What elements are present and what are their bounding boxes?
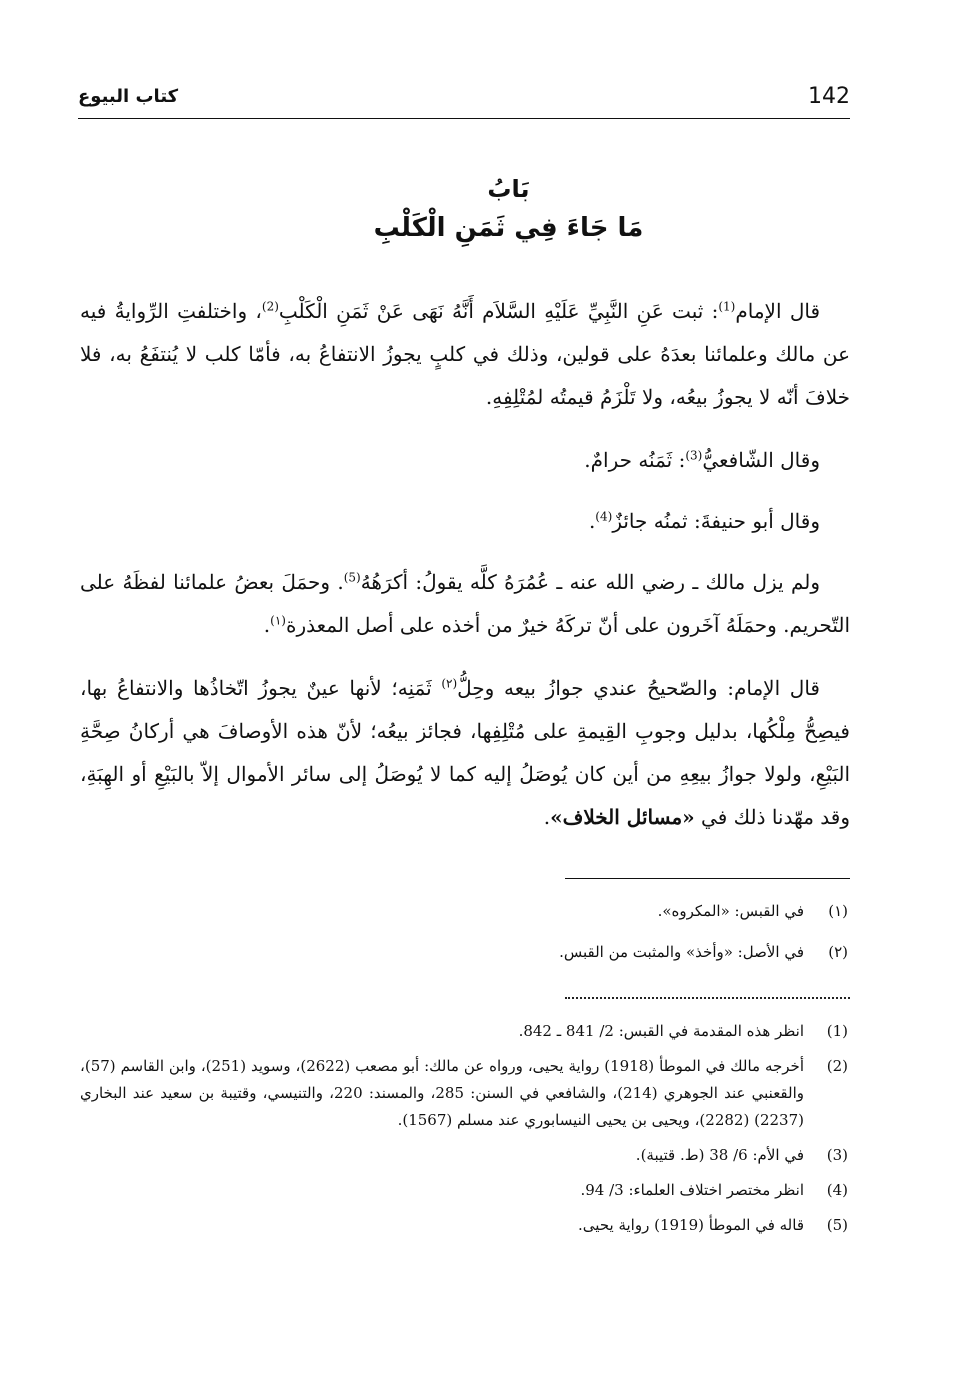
dotted-separator (565, 997, 850, 999)
editor-note (80, 939, 850, 966)
footnote-ref: (1) (718, 299, 736, 314)
running-header (78, 84, 850, 119)
text-run: . (543, 805, 551, 829)
bold-book-title: «مسائل الخلاف» (550, 805, 695, 829)
chapter-title: مَا جَاءَ فِي ثَمَنِ الْكَلْبِ (373, 213, 644, 243)
note-number: (4) (826, 1181, 848, 1199)
footnote-separator (565, 878, 850, 879)
chapter-label: بَابُ (487, 175, 530, 203)
footnote-ref: (5) (343, 570, 361, 585)
paragraph-2 (80, 439, 850, 482)
running-book-title: كتاب البيوع (78, 86, 179, 107)
text-run: . (263, 613, 271, 637)
text-run: ولم يزل مالك ـ رضي الله عنه ـ عُمُرَهُ كلَّه يقولُ: أكرَهُهُ (360, 570, 821, 594)
note-number: (5) (826, 1216, 848, 1234)
note-number: (1) (826, 1022, 848, 1040)
paragraph-4 (80, 561, 850, 647)
note-number: (3) (826, 1146, 848, 1164)
text-run: قال الإمام (735, 299, 820, 323)
body-text (80, 290, 850, 859)
text-run: وقال أبو حنيفةَ: ثمنُه جائزٌ (612, 509, 820, 533)
note-text: انظر هذه المقدمة في القبس: 2/ 841 ـ 842. (518, 1022, 804, 1040)
note-text: في الأصل: «وأخذ» والمثبت من القبس. (559, 943, 804, 961)
chapter-heading (0, 170, 957, 248)
note-number: (٢) (828, 943, 848, 961)
text-run: : ثَمَنُه حرامٌ. (584, 448, 686, 472)
footnote (80, 1177, 850, 1204)
footnote-ref: (2) (261, 299, 279, 314)
note-text: قاله في الموطأ (1919) رواية يحيى. (578, 1216, 804, 1234)
text-run: . (588, 509, 596, 533)
footnotes (80, 1018, 850, 1247)
text-run: وقال الشّافعيُّ (702, 448, 820, 472)
text-run: ، واختلفتِ الرِّوايةُ فيه عن مالك وعلمائنا بعدَهُ على قولين، وذلك في كلبٍ يجوزُ الانتفاعُ به، فأمّا كلب لا يُنتفَعُ به، فلا خلافَ أنّه لا يجوزُ بيعُه، ولا تَلْزَمُ قيمتُه لمُتْلِفِهِ. (80, 299, 850, 409)
note-text: في القبس: «المكروه». (657, 902, 804, 920)
footnote (80, 1142, 850, 1169)
editor-notes (80, 898, 850, 980)
note-text: في الأم: 6/ 38 (ط. قتيبة). (635, 1146, 804, 1164)
editor-note-ref: (١) (270, 613, 286, 628)
editor-note-ref: (٢) (441, 676, 458, 691)
text-run: . وحمَلَ بعضُ علمائنا لفظَهُ على التّحريم. وحمَلَهُ آخَرون على أنّ تركَهُ خيرٌ من أخذه على أصل المعذرة (80, 570, 850, 637)
text-run: : ثبت عَنِ النَّبِيِّ عَلَيْهِ السَّلاَم أَنَّهُ نَهَى عَنْ ثَمَنِ الْكَلْبِ (278, 299, 719, 323)
paragraph-1 (80, 290, 850, 419)
footnote-ref: (4) (595, 509, 613, 524)
text-run: ثَمَنِه؛ لأنها عينٌ يجوزُ اتّخاذُها والانتفاعُ بها، فيصِحُّ مِلْكُها، بدليل وجوبِ القِيمةِ على مُتْلِفِها، فجائز بيعُه؛ لأنّ هذه الأوصافَ هي أركانُ صِحَّةِ البَيْعِ، ولولا جوازُ بيعِهِ من أين كان يُوصَلُ إليه كما لا يُوصَلُ إلى سائر الأموال إلاّ بالبَيْعِ أو الهِبَةِ، وقد مهّدنا ذلك في (80, 676, 850, 829)
paragraph-3 (80, 500, 850, 543)
editor-note (80, 898, 850, 925)
paragraph-5 (80, 667, 850, 839)
footnote (80, 1053, 850, 1134)
footnote-ref: (3) (685, 448, 703, 463)
footnote (80, 1018, 850, 1045)
note-number: (١) (828, 902, 848, 920)
footnote (80, 1212, 850, 1239)
page-number: 142 (808, 84, 850, 109)
text-run: قال الإمام: والصّحيحُ عندي جوازُ بيعه وحِلُّ (457, 676, 820, 700)
note-text: أخرجه مالك في الموطأ (1918) رواية يحيى، ورواه عن مالك: أبو مصعب (2622)، وسويد (251)، وابن القاسم (57)، والقعنبي عند الجوهري (214)، والشافعي في السنن: 285، والمسند: 220، والتنيسي، وقتيبة بن سعيد عند البخاري (2237) (2282)، ويحيى بن يحيى النيسابوري عند مسلم (1567). (80, 1057, 804, 1129)
note-number: (2) (826, 1057, 848, 1075)
note-text: انظر مختصر اختلاف العلماء: 3/ 94. (580, 1181, 804, 1199)
